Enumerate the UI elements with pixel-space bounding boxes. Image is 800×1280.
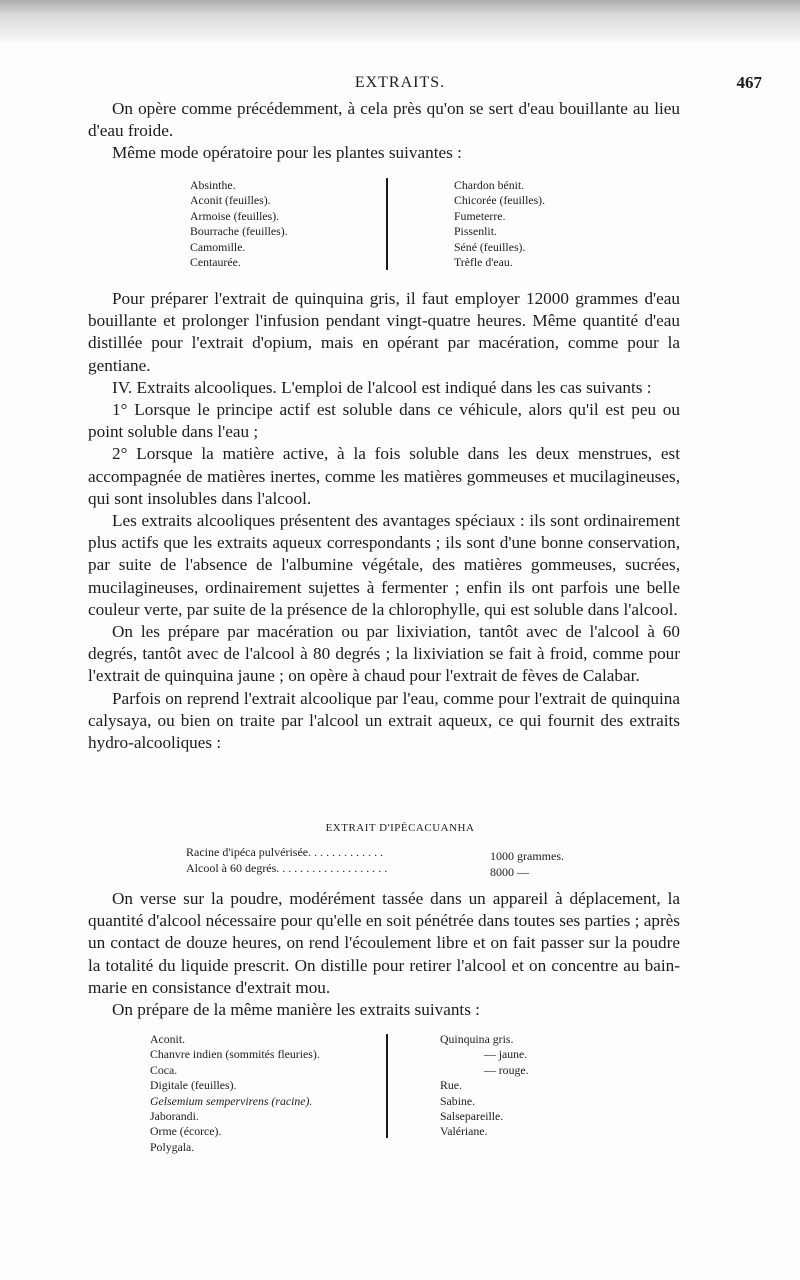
list-item: Rue. bbox=[440, 1078, 462, 1093]
paragraph: Même mode opératoire pour les plantes suivantes : bbox=[112, 143, 462, 163]
recipe-row bbox=[186, 860, 586, 880]
column-divider bbox=[386, 178, 388, 270]
list-item: — jaune. bbox=[484, 1047, 528, 1062]
list-item: Absinthe. bbox=[190, 178, 236, 192]
list-item: Orme (écorce). bbox=[150, 1124, 222, 1139]
list-item: Séné (feuilles). bbox=[454, 239, 526, 254]
list-item: Jaborandi. bbox=[150, 1109, 199, 1124]
paragraph: 1° Lorsque le principe actif est soluble dans ce véhicule, alors qu'il est peu ou point soluble dans l'eau ; bbox=[88, 400, 680, 442]
paragraph: 2° Lorsque la matière active, à la fois soluble dans les deux menstrues, est accompagnée de matières inertes, comme les matières gommeuses et mucilagineuses, qui sont insolubles dans l'alcool. bbox=[88, 444, 680, 508]
intro-text bbox=[88, 98, 680, 165]
extract-list-left bbox=[150, 1032, 320, 1155]
list-item: Trèfle d'eau. bbox=[454, 255, 513, 270]
list-item: — rouge. bbox=[484, 1062, 529, 1077]
recipe-title: EXTRAIT D'IPÉCACUANHA bbox=[325, 822, 475, 834]
plant-list-left bbox=[190, 178, 288, 270]
list-item: Fumeterre. bbox=[454, 208, 506, 223]
recipe-quantity: 1000 grammes. bbox=[490, 849, 564, 863]
procedure-text bbox=[88, 888, 680, 1021]
column-divider bbox=[386, 1034, 388, 1138]
paragraph: Les extraits alcooliques présentent des avantages spéciaux : ils sont ordinairement plus actifs que les extraits aqueux correspondants ; ils sont d'une bonne conservation, par suite de l'absence de l'albumine végétale, des matières gommeuses, sucrées, mucilagineuses, ordinairement sujettes à fermenter ; enfin ils ont parfois une belle couleur verte, par suite de la présence de la chlorophylle, qui est soluble dans l'alcool. bbox=[88, 511, 680, 619]
list-item: Aconit. bbox=[150, 1032, 186, 1046]
paragraph: On verse sur la poudre, modérément tassée dans un appareil à déplacement, la quantité d'alcool nécessaire pour qu'elle en soit pénétrée dans toutes ses parties ; après un contact de douze heures, on rend l'écoulement libre et on fait passer sur la poudre la totalité du liquide prescrit. On distille pour retirer l'alcool et on concentre au bain-marie en consistance d'extrait mou. bbox=[88, 889, 680, 997]
list-item: Chanvre indien (sommités fleuries). bbox=[150, 1047, 320, 1062]
paragraph: On opère comme précédemment, à cela près qu'on se sert d'eau bouillante au lieu d'eau froide. bbox=[88, 99, 680, 141]
list-item: Bourrache (feuilles). bbox=[190, 224, 288, 239]
list-item: Coca. bbox=[150, 1062, 178, 1077]
recipe-quantity: 8000 — bbox=[490, 865, 529, 879]
list-item: Digitale (feuilles). bbox=[150, 1078, 237, 1093]
list-item: Polygala. bbox=[150, 1139, 195, 1154]
list-item: Valériane. bbox=[440, 1124, 488, 1139]
list-item: Camomille. bbox=[190, 239, 246, 254]
list-item: Sabine. bbox=[440, 1093, 476, 1108]
recipe-ingredient: Alcool à 60 degrés. . . . . . . . . . . . . . . . . . . bbox=[186, 861, 388, 875]
paragraph: On les prépare par macération ou par lixiviation, tantôt avec de l'alcool à 60 degrés, tantôt avec de l'alcool à 80 degrés ; la lixiviation se fait à froid, comme pour l'extrait de quinquina jaune ; on opère à chaud pour l'extrait de fèves de Calabar. bbox=[88, 622, 680, 686]
page-number: 467 bbox=[736, 73, 762, 92]
running-header: EXTRAITS. bbox=[354, 74, 446, 91]
paragraph: Pour préparer l'extrait de quinquina gris, il faut employer 12000 grammes d'eau bouillante et prolonger l'infusion pendant vingt-quatre heures. Même quantité d'eau distillée pour l'extrait d'opium, mais en opérant par macération, comme pour la gentiane. bbox=[88, 289, 680, 375]
list-item: Chardon bénit. bbox=[454, 178, 525, 192]
paragraph: Parfois on reprend l'extrait alcoolique par l'eau, comme pour l'extrait de quinquina calysaya, ou bien on traite par l'alcool un extrait aqueux, ce qui fournit des extraits hydro-alcooliques : bbox=[88, 688, 680, 753]
paragraph: On prépare de la même manière les extraits suivants : bbox=[112, 1000, 480, 1020]
main-text bbox=[88, 288, 680, 754]
list-item: Gelsemium sempervirens (racine). bbox=[150, 1093, 313, 1108]
list-item: Salsepareille. bbox=[440, 1109, 504, 1124]
list-item: Armoise (feuilles). bbox=[190, 208, 280, 223]
list-item: Centaurée. bbox=[190, 255, 241, 270]
list-item: Chicorée (feuilles). bbox=[454, 193, 546, 208]
list-item: Aconit (feuilles). bbox=[190, 193, 271, 208]
plant-list-right bbox=[454, 178, 545, 270]
recipe-ingredient: Racine d'ipéca pulvérisée. . . . . . . . . . . . . bbox=[186, 845, 384, 859]
list-item: Quinquina gris. bbox=[440, 1032, 514, 1046]
scan-edge bbox=[0, 0, 800, 42]
extract-list-right bbox=[440, 1032, 529, 1140]
paragraph: IV. Extraits alcooliques. L'emploi de l'alcool est indiqué dans les cas suivants : bbox=[112, 377, 652, 397]
list-item: Pissenlit. bbox=[454, 224, 497, 239]
